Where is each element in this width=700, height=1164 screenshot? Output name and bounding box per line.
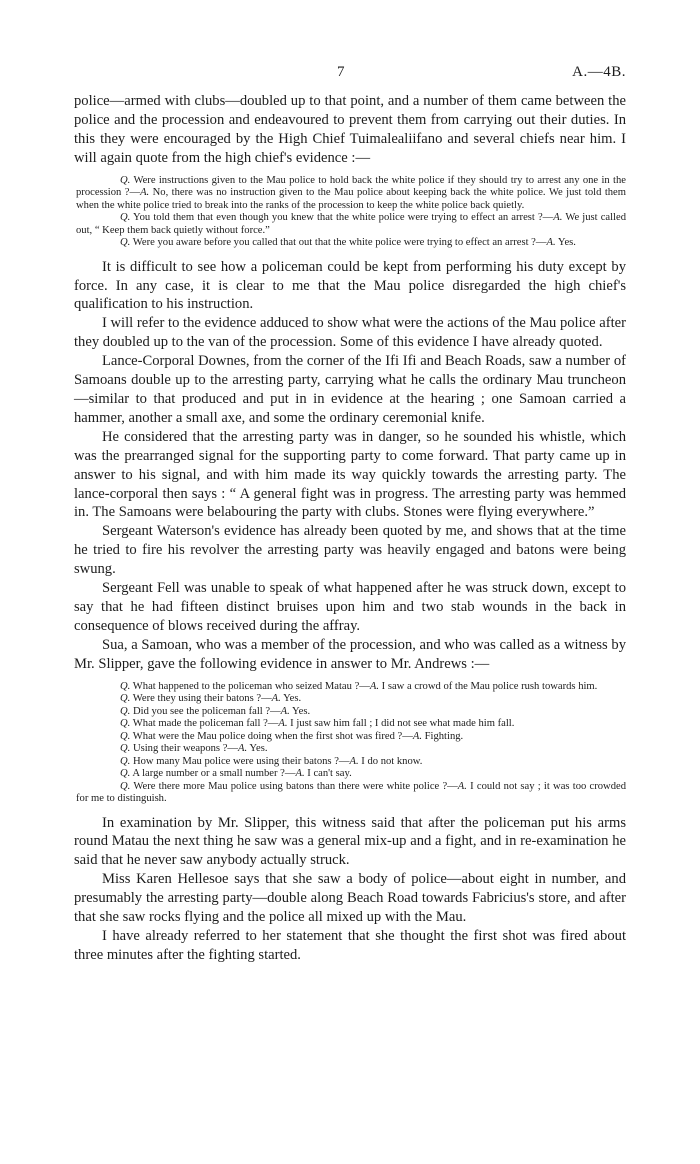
- question: What were the Mau police doing when the first shot was fired ?—: [132, 730, 413, 742]
- question: Were instructions given to the Mau police to hold back the white police if they should try to arrest any one in the procession ?—: [76, 174, 626, 199]
- question: Using their weapons ?—: [132, 743, 239, 755]
- evidence-quote-high-chief: [74, 175, 626, 250]
- question: What happened to the policeman who seized Matau ?—: [132, 680, 370, 692]
- answer: I just saw him fall ; I did not see what made him fall.: [290, 718, 515, 730]
- document-reference: A.—4B.: [572, 64, 626, 80]
- a-label: A.: [369, 680, 380, 692]
- q-label: Q.: [120, 212, 131, 224]
- a-label: A.: [412, 730, 422, 742]
- paragraph: Miss Karen Hellesoe says that she saw a body of police—about eight in number, and presumably the arresting party—double along Beach Road towards Fabricius's store, and after that she saw rocks flying and the police all mixed up with the Mau.: [74, 871, 626, 926]
- quote-exchange: [76, 212, 626, 237]
- paragraph: It is difficult to see how a policeman could be kept from performing his duty except by force. In any case, it is clear to me that the Mau police disregarded the high chief's qualification to his instruction.: [74, 258, 626, 313]
- page-number: 7: [337, 64, 345, 80]
- question: How many Mau police were using their batons ?—: [132, 755, 350, 767]
- paragraph: Sergeant Fell was unable to speak of what happened after he was struck down, except to say that he had fifteen distinct bruises upon him and two stab wounds in the back in consequence of blows received during the affray.: [74, 580, 626, 634]
- q-label: Q.: [120, 680, 131, 692]
- a-label: A.: [457, 780, 467, 792]
- q-label: Q.: [120, 237, 131, 249]
- answer: I do not know.: [361, 755, 423, 767]
- q-label: Q.: [120, 693, 131, 705]
- answer: Yes.: [557, 237, 576, 249]
- quote-exchange: [76, 756, 626, 769]
- question: You told them that even though you knew that the white police were trying to effect an arrest ?—: [133, 212, 554, 224]
- paragraph: Sergeant Waterson's evidence has already been quoted by me, and shows that at the time he tried to fire his revolver the arresting party was heavily engaged and batons were being swung.: [74, 523, 626, 578]
- quote-exchange: [76, 706, 626, 719]
- quote-exchange: [76, 731, 626, 744]
- paragraph: In examination by Mr. Slipper, this witness said that after the policeman put his arms round Matau the next thing he saw was a general mix-up and a fight, and in re-examination he said that he never saw anybody actually struck.: [74, 814, 626, 869]
- answer: Yes.: [283, 693, 302, 705]
- paragraph: He considered that the arresting party was in danger, so he sounded his whistle, which was the prearranged signal for the supporting party to come forward. That party came up in answer to his signal, and with him made its way quickly towards the arresting party. The lance-corporal then says : “ A general fight was in progress. The arresting party was hemmed in. The Samoans were belabouring the party with clubs. Stones were flying everywhere.”: [74, 428, 626, 521]
- question: What made the policeman fall ?—: [132, 718, 279, 730]
- paragraph: police—armed with clubs—doubled up to that point, and a number of them came between the police and the procession and endeavoured to prevent them from carrying out their duties. In this they were encouraged by the High Chief Tuimalealiifano and several chiefs near him. I will again quote from the high chief's evidence :—: [74, 93, 626, 166]
- quote-exchange: [76, 718, 626, 731]
- quote-exchange: [76, 781, 626, 806]
- paragraph: Lance-Corporal Downes, from the corner of the Ifi Ifi and Beach Roads, saw a number of Samoans double up to the arresting party, carrying what he calls the ordinary Mau truncheon—similar to that produced and put in in evidence at the hearing ; one Samoan carried a hammer, another a small axe, and some the ordinary ceremonial knife.: [74, 353, 626, 426]
- page-header: [0, 64, 700, 84]
- quote-exchange: [76, 768, 626, 781]
- q-label: Q.: [120, 718, 131, 730]
- question: Were you aware before you called that out that the white police were trying to effect an arrest ?—: [132, 237, 547, 249]
- paragraph: I have already referred to her statement that she thought the first shot was fired about three minutes after the fighting started.: [74, 928, 626, 963]
- a-label: A.: [271, 693, 281, 705]
- q-label: Q.: [120, 768, 131, 780]
- answer: Yes.: [249, 743, 268, 755]
- question: Were they using their batons ?—: [132, 693, 272, 705]
- a-label: A.: [546, 237, 556, 249]
- a-label: A.: [278, 718, 288, 730]
- quote-exchange: [76, 743, 626, 756]
- answer: I saw a crowd of the Mau police rush towards him.: [381, 680, 598, 692]
- q-label: Q.: [120, 780, 131, 792]
- question: Did you see the policeman fall ?—: [132, 705, 281, 717]
- answer: We just called out, “ Keep them back quietly without force.”: [76, 212, 626, 236]
- body-text: [74, 92, 626, 965]
- quote-exchange: [76, 237, 626, 250]
- answer: Fighting.: [424, 730, 464, 742]
- paragraph: Sua, a Samoan, who was a member of the procession, and who was called as a witness by Mr. Slipper, gave the following evidence in answer to Mr. Andrews :—: [74, 636, 626, 672]
- a-label: A.: [280, 705, 290, 717]
- q-label: Q.: [120, 174, 131, 186]
- quote-exchange: [76, 693, 626, 706]
- q-label: Q.: [120, 705, 131, 717]
- quote-exchange: [76, 175, 626, 213]
- answer: I could not say ; it was too crowded for me to distinguish.: [76, 780, 626, 805]
- a-label: A.: [553, 212, 563, 224]
- paragraph: I will refer to the evidence adduced to show what were the actions of the Mau police after they doubled up to the van of the procession. Some of this evidence I have already quoted.: [74, 315, 626, 351]
- evidence-quote-sua: [74, 681, 626, 806]
- answer: No, there was no instruction given to the Mau police about keeping back the white police. We just told them when the white police tried to break into the ranks of the procession to keep the white police back quietly.: [76, 187, 626, 211]
- question: Were there more Mau police using batons than there were white police ?—: [133, 780, 458, 792]
- answer: Yes.: [292, 705, 311, 717]
- a-label: A.: [238, 743, 248, 755]
- quote-exchange: [76, 681, 626, 694]
- a-label: A.: [295, 768, 305, 780]
- a-label: A.: [140, 187, 150, 199]
- question: A large number or a small number ?—: [132, 768, 296, 780]
- answer: I can't say.: [307, 768, 352, 780]
- q-label: Q.: [120, 755, 131, 767]
- q-label: Q.: [120, 743, 131, 755]
- a-label: A.: [349, 755, 359, 767]
- q-label: Q.: [120, 730, 131, 742]
